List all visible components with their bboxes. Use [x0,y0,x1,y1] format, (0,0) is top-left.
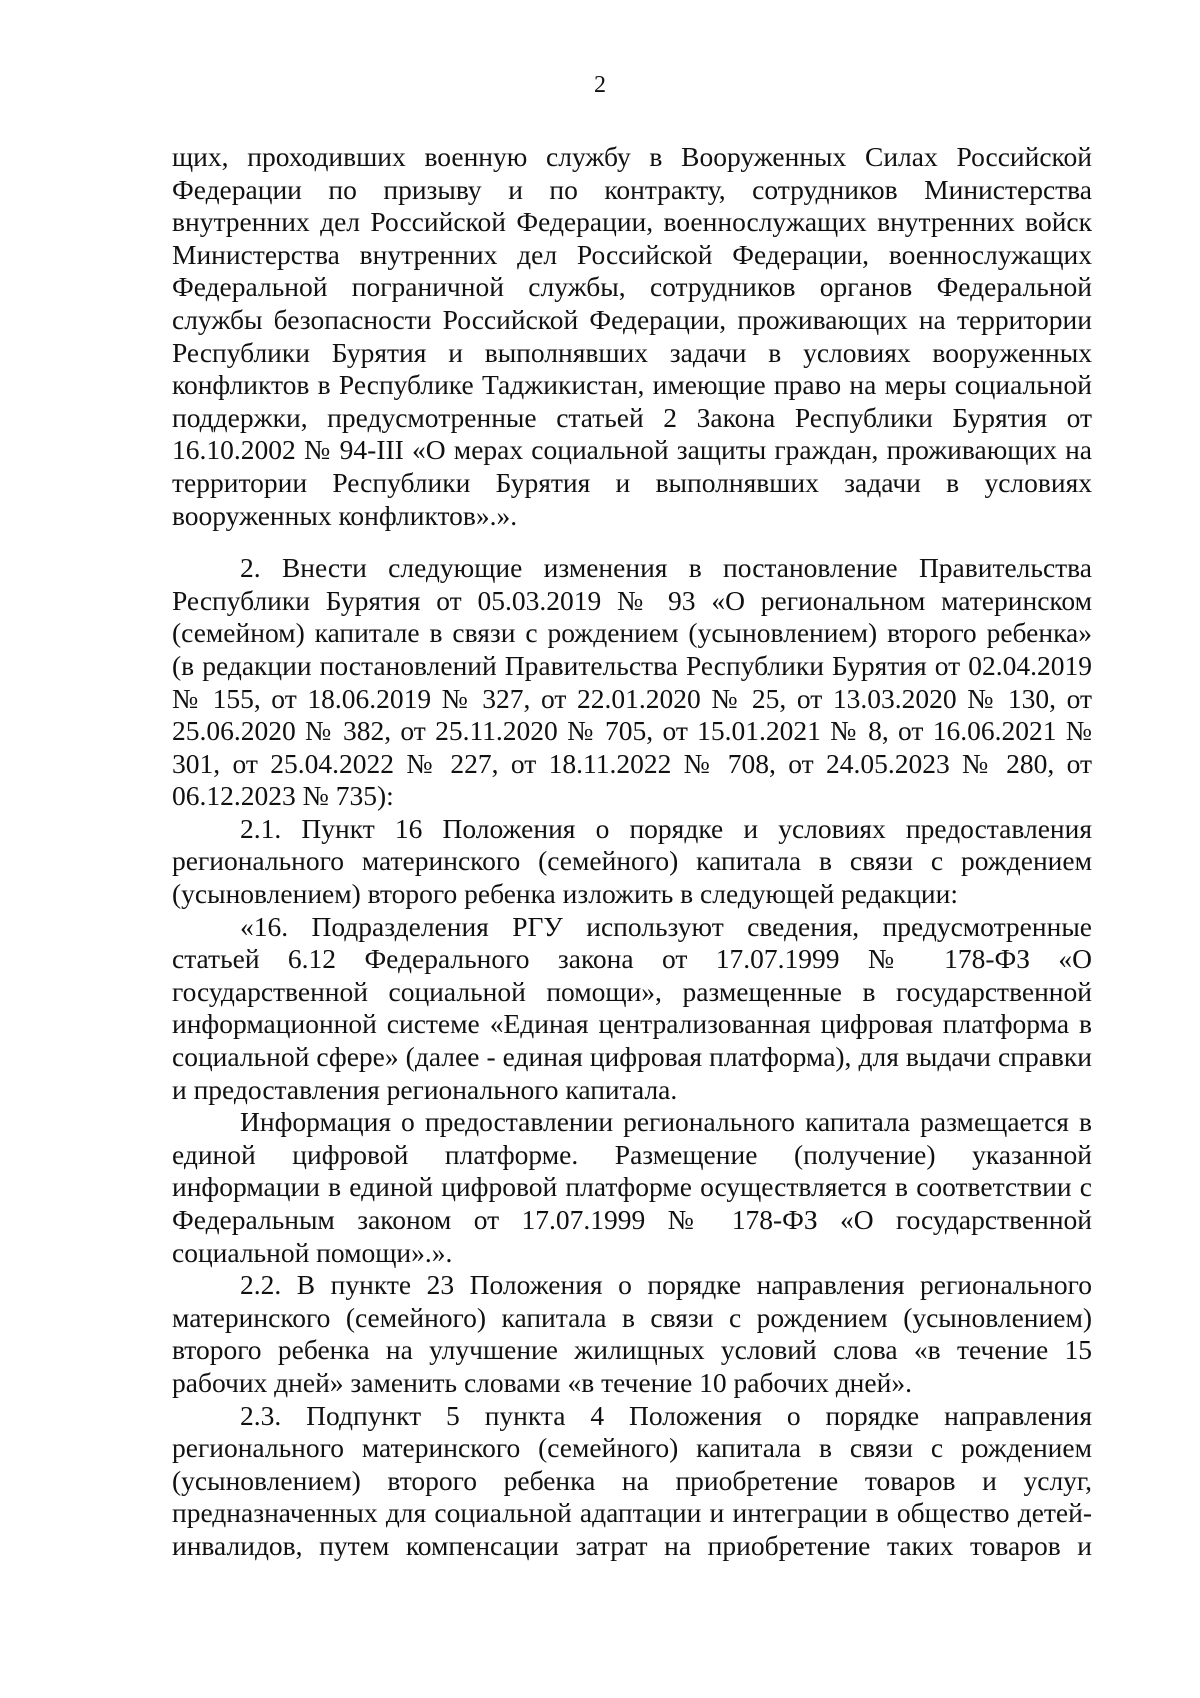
paragraph-item-2-2: 2.2. В пункте 23 Положения о порядке направления регионального материнского (семейного) капитала в связи с рождением (усыновлением) второго ребенка на улучшение жилищных условий слова «в течение 15 рабочих дней» заменить словами «в течение 10 рабочих дней». [172,1269,1092,1398]
paragraph-continuation: щих, проходивших военную службу в Вооруженных Силах Российской Федерации по призыву и по контракту, сотрудников Министерства внутренних дел Российской Федерации, военнослужащих внутренних войск Министерства внутренних дел Российской Федерации, военнослужащих Федеральной пограничной службы, сотрудников органов Федеральной службы безопасности Российской Федерации, проживающих на территории Республики Бурятия и выполнявших задачи в условиях вооруженных конфликтов в Республике Таджикистан, имеющие право на меры социальной поддержки, предусмотренные статьей 2 Закона Республики Бурятия от 16.10.2002 № 94-III «О мерах социальной защиты граждан, проживающих на территории Республики Бурятия и выполнявших задачи в условиях вооруженных конфликтов».». [172,141,1092,531]
paragraph-quote-16: «16. Подразделения РГУ используют сведения, предусмотренные статьей 6.12 Федерального закона от 17.07.1999 № 178-ФЗ «О государственной социальной помощи», размещенные в государственной информационной системе «Единая централизованная цифровая платформа в социальной сфере» (далее - единая цифровая платформа), для выдачи справки и предоставления регионального капитала. [172,910,1092,1105]
paragraph-information: Информация о предоставлении регионального капитала размещается в единой цифровой платформе. Размещение (получение) указанной информации в единой цифровой платформе осуществляется в соответствии с Федеральным законом от 17.07.1999 № 178-ФЗ «О государственной социальной помощи».». [172,1106,1092,1268]
document-body [172,141,1092,1563]
paragraph-item-2: 2. Внести следующие изменения в постановление Правительства Республики Бурятия от 05.03.2019 № 93 «О региональном материнском (семейном) капитале в связи с рождением (усыновлением) второго ребенка» (в редакции постановлений Правительства Республики Бурятия от 02.04.2019 № 155, от 18.06.2019 № 327, от 22.01.2020 № 25, от 13.03.2020 № 130, от 25.06.2020 № 382, от 25.11.2020 № 705, от 15.01.2021 № 8, от 16.06.2021 № 301, от 25.04.2022 № 227, от 18.11.2022 № 708, от 24.05.2023 № 280, от 06.12.2023 № 735): [172,552,1092,812]
paragraph-item-2-3: 2.3. Подпункт 5 пункта 4 Положения о порядке направления регионального материнского (семейного) капитала в связи с рождением (усыновлением) второго ребенка на приобретение товаров и услуг, предназначенных для социальной адаптации и интеграции в общество детей-инвалидов, путем компенсации затрат на приобретение таких товаров и [172,1399,1092,1561]
page-number: 2 [594,72,606,98]
paragraph-item-2-1: 2.1. Пункт 16 Положения о порядке и условиях предоставления регионального материнского (семейного) капитала в связи с рождением (усыновлением) второго ребенка изложить в следующей редакции: [172,812,1092,910]
